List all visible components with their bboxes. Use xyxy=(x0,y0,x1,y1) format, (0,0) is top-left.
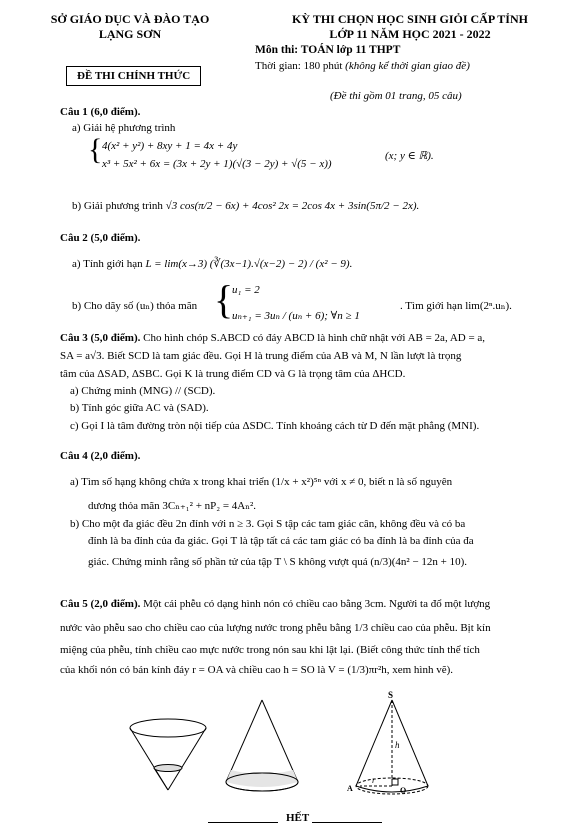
q4-title: Câu 4 (2,0 điểm). xyxy=(60,450,141,462)
q2-a-label: a) Tính giới hạn xyxy=(72,258,143,270)
exam-title-line2: LỚP 11 NĂM HỌC 2021 - 2022 xyxy=(329,27,491,41)
q1-b-label: b) Giải phương trình xyxy=(72,200,163,212)
exam-time xyxy=(255,60,470,73)
exam-title-line1: KỲ THI CHỌN HỌC SINH GIỎI CẤP TỈNH xyxy=(292,12,528,26)
q5-line1 xyxy=(60,598,490,611)
label-a: A xyxy=(347,784,353,793)
q3-c: c) Gọi I là tâm đường tròn nội tiếp của ΔSDC. Tính khoảng cách từ D đến mặt phẳng (MNI). xyxy=(70,420,480,432)
q3-b: b) Tính góc giữa AC và (SAD). xyxy=(70,402,209,414)
q5-line2: nước vào phễu sao cho chiều cao của lượng nước trong phễu bằng 1/3 chiều cao của phễu. Bịt kín xyxy=(60,622,491,634)
q1-a-eq2: x³ + 5x² + 6x = (3x + 2y + 1)(√(3 − 2y) + √(5 − x)) xyxy=(102,158,332,170)
label-o: O xyxy=(400,786,407,795)
q3-line3: tâm của ΔSAD, ΔSBC. Gọi K là trung điểm CD và G là trọng tâm của ΔHCD. xyxy=(60,368,406,380)
q1-a-eq1: 4(x² + y²) + 8xy + 1 = 4x + 4y xyxy=(102,140,238,152)
label-s: S xyxy=(388,690,394,700)
q1-a-system xyxy=(88,135,102,165)
q2-b-eq1: u₁ = 2 xyxy=(232,284,260,296)
q4-b-line3: giác. Chứng minh rằng số phần tử của tập T \ S không vượt quá (n/3)(4n² − 12n + 10). xyxy=(88,556,468,568)
q2-a xyxy=(72,258,352,271)
q1-a-domain: (x; y ∈ ℝ). xyxy=(385,150,434,162)
exam-time-value: Thời gian: 180 phút xyxy=(255,60,343,72)
q1-a-brace: { xyxy=(88,133,103,166)
q5-line4: của khối nón có bán kính đáy r = OA và chiều cao h = SO là V = (1/3)πr²h, xem hình vẽ). xyxy=(60,664,454,676)
q5-title: Câu 5 (2,0 điểm). xyxy=(60,598,141,610)
label-r: r xyxy=(372,775,376,785)
q3-title: Câu 3 (5,0 điểm). xyxy=(60,332,141,344)
q1-b-eq: √3 cos(π/2 − 6x) + 4cos² 2x = 2cos 4x + 3sin(5π/2 − 2x). xyxy=(165,200,420,212)
q3-line1 xyxy=(60,332,485,345)
issuer-department xyxy=(40,12,220,42)
q3-line2: SA = a√3. Biết SCD là tam giác đều. Gọi H là trung điểm của AB và M, N lần lượt là trọng xyxy=(60,350,462,362)
exam-title xyxy=(255,12,565,42)
q5-line1-text: Một cái phễu có dạng hình nón có chiều cao bằng 3cm. Người ta đổ một lượng xyxy=(143,598,491,610)
official-stamp: ĐỀ THI CHÍNH THỨC xyxy=(66,66,201,86)
q2-title: Câu 2 (5,0 điểm). xyxy=(60,232,141,244)
issuer-line1: SỞ GIÁO DỤC VÀ ĐÀO TẠO xyxy=(50,12,210,26)
q3-a: a) Chứng minh (MNG) // (SCD). xyxy=(70,385,216,397)
q1-a-label: a) Giải hệ phương trình xyxy=(72,122,176,134)
q4-b-line1: b) Cho một đa giác đều 2n đỉnh với n ≥ 3. Gọi S tập các tam giác cân, không đều và có ba xyxy=(70,518,466,530)
exam-time-note: (không kể thời gian giao đề) xyxy=(345,60,470,72)
labelled-cone-drawing xyxy=(356,700,428,794)
label-h: h xyxy=(395,740,400,750)
upright-cone-drawing xyxy=(226,700,298,791)
q4-b-line2: đỉnh là ba đỉnh của đa giác. Gọi T là tập tất cả các tam giác có ba đỉnh là ba đỉnh của đa xyxy=(88,535,474,547)
pages-note: (Đề thi gồm 01 trang, 05 câu) xyxy=(330,90,462,102)
end-marker: HẾT xyxy=(286,812,310,824)
q2-b-eq2: uₙ₊₁ = 3uₙ / (uₙ + 6); ∀n ≥ 1 xyxy=(232,310,360,322)
q2-a-eq: L = lim(x→3) (∛(3x−1).√(x−2) − 2) / (x² − 9). xyxy=(145,258,353,270)
q2-b-label: b) Cho dãy số (uₙ) thỏa mãn xyxy=(72,300,198,312)
issuer-line2: LẠNG SƠN xyxy=(98,27,162,41)
footer-rule-right xyxy=(312,822,382,823)
q1-title: Câu 1 (6,0 điểm). xyxy=(60,106,141,118)
q4-a-line2: dương thỏa mãn 3Cₙ₊₁² + nP₂ = 4Aₙ². xyxy=(88,500,257,512)
q3-line1-text: Cho hình chóp S.ABCD có đáy ABCD là hình chữ nhật với AB = 2a, AD = a, xyxy=(143,332,486,344)
q2-b-tail: . Tìm giới hạn lim(2ⁿ.uₙ). xyxy=(400,300,512,312)
q5-line3: miệng của phễu, tính chiều cao mực nước trong nón sau khi lật lại. (Biết công thức tính thể tích xyxy=(60,644,480,656)
q2-b-brace: { xyxy=(214,277,234,322)
q2-b-system xyxy=(214,277,234,322)
exam-subject: Môn thi: TOÁN lớp 11 THPT xyxy=(255,44,401,56)
inverted-cone-drawing xyxy=(130,719,206,790)
footer-rule-left xyxy=(208,822,278,823)
q4-a-line1: a) Tìm số hạng không chứa x trong khai triển (1/x + x²)⁵ⁿ với x ≠ 0, biết n là số nguyên xyxy=(70,476,453,488)
funnel-figure xyxy=(0,690,587,800)
q1-b xyxy=(72,200,419,213)
